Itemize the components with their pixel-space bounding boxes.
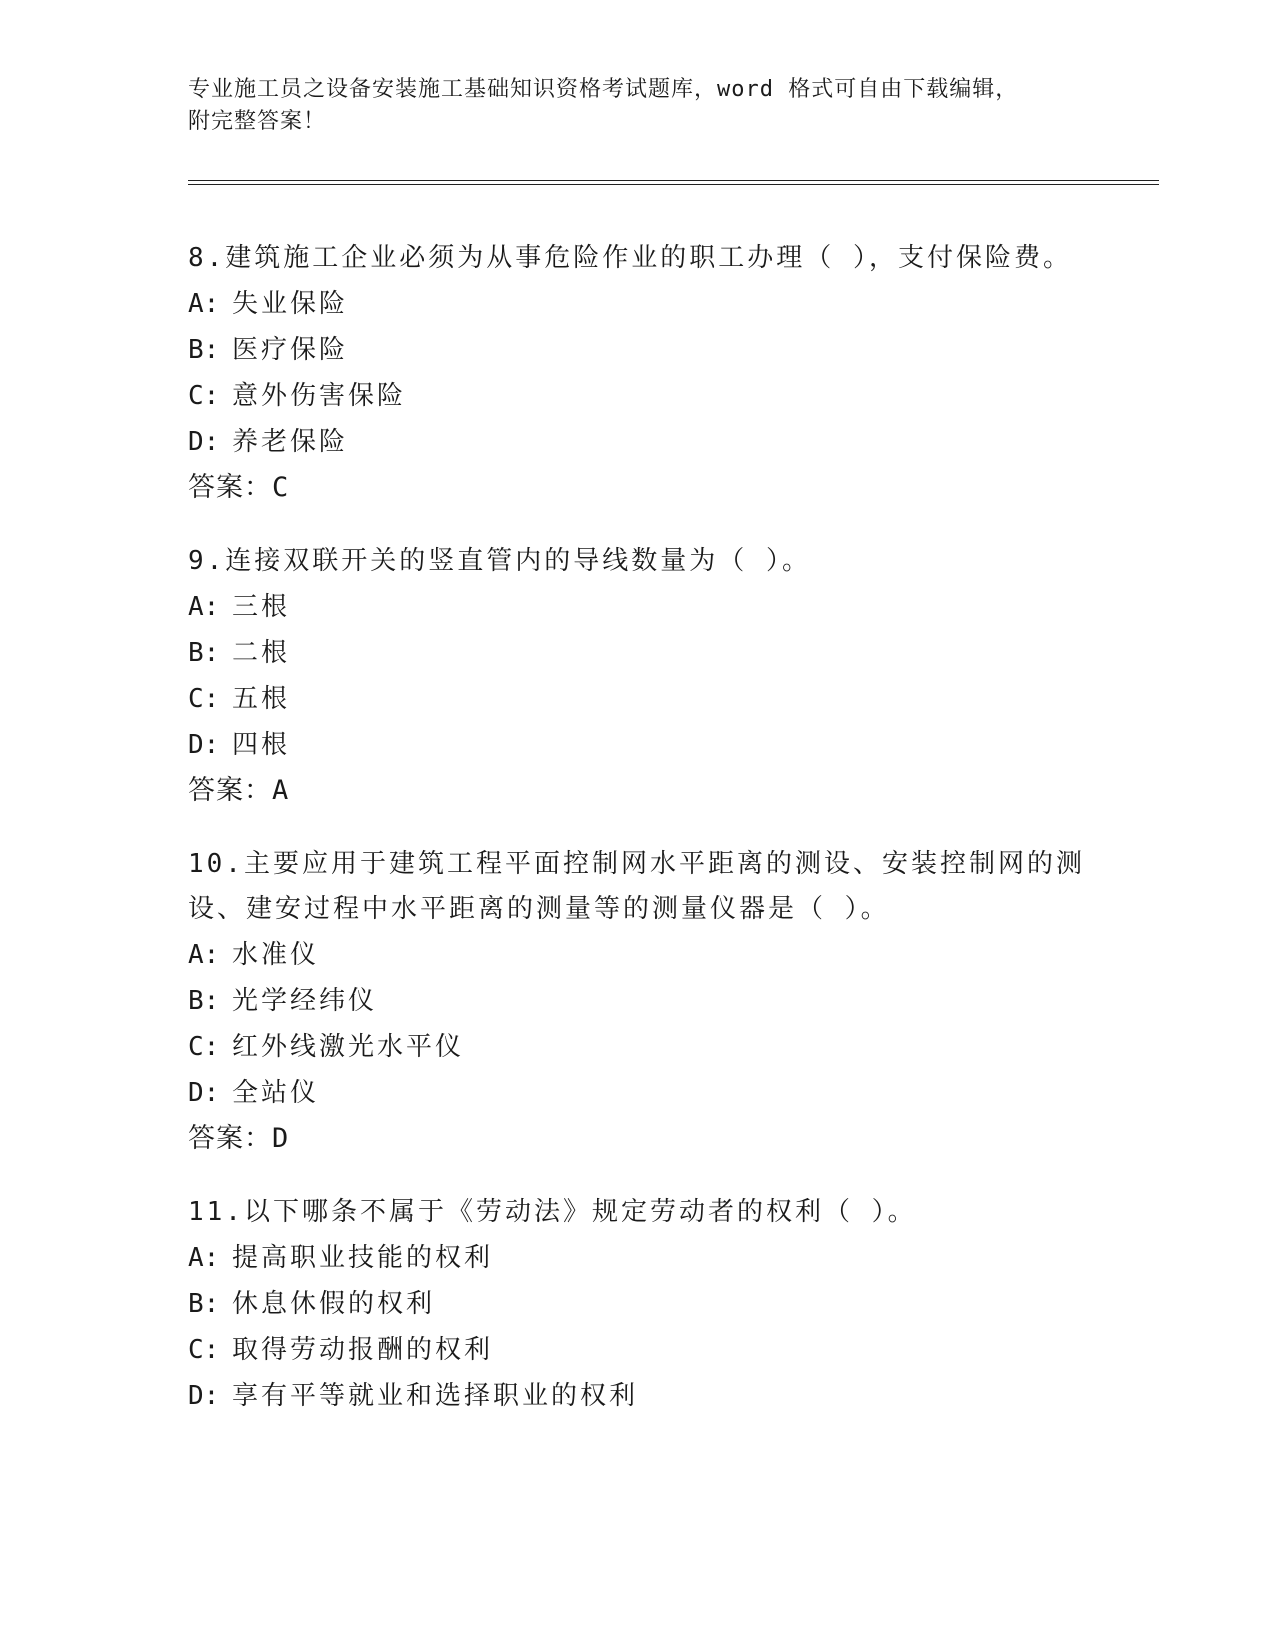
- option-key: B:: [188, 638, 220, 668]
- answer-line: [188, 465, 1088, 511]
- answer-label: 答案：: [188, 472, 272, 503]
- header-divider-top: [188, 180, 1159, 181]
- option-key: D:: [188, 1078, 220, 1108]
- option-c: [188, 1024, 1088, 1070]
- option-c: [188, 373, 1088, 419]
- option-b: [188, 630, 1088, 676]
- option-key: A:: [188, 1243, 220, 1273]
- header-line-2: 附完整答案！: [188, 109, 327, 134]
- option-text: 三根: [232, 592, 291, 622]
- stem-line: 9.连接双联开关的竖直管内的导线数量为（ ）。: [188, 546, 811, 576]
- question-9: [188, 539, 1088, 814]
- question-stem: [188, 539, 1088, 584]
- option-text: 五根: [232, 684, 291, 714]
- option-key: C:: [188, 684, 220, 714]
- question-10: [188, 842, 1088, 1162]
- stem-line: 设、建安过程中水平距离的测量等的测量仪器是（ ）。: [188, 894, 890, 924]
- option-text: 红外线激光水平仪: [232, 1032, 465, 1062]
- option-key: C:: [188, 1335, 220, 1365]
- header-line-1: 专业施工员之设备安装施工基础知识资格考试题库，word 格式可自由下载编辑，: [188, 77, 1019, 102]
- stem-line: 8.建筑施工企业必须为从事危险作业的职工办理（ ），支付保险费。: [188, 243, 1072, 273]
- option-d: [188, 419, 1088, 465]
- option-text: 享有平等就业和选择职业的权利: [232, 1381, 639, 1411]
- option-text: 提高职业技能的权利: [232, 1243, 494, 1273]
- option-text: 水准仪: [232, 940, 320, 970]
- option-text: 二根: [232, 638, 291, 668]
- option-c: [188, 676, 1088, 722]
- question-stem: [188, 1190, 1088, 1235]
- option-d: [188, 722, 1088, 768]
- option-key: A:: [188, 289, 220, 319]
- option-d: [188, 1373, 1088, 1419]
- option-d: [188, 1070, 1088, 1116]
- option-a: [188, 1235, 1088, 1281]
- answer-value: A: [272, 775, 289, 806]
- question-8: [188, 236, 1088, 511]
- option-a: [188, 932, 1088, 978]
- option-key: C:: [188, 1032, 220, 1062]
- option-text: 四根: [232, 730, 291, 760]
- document-header: [188, 74, 1088, 138]
- option-key: D:: [188, 1381, 220, 1411]
- question-stem: [188, 236, 1088, 281]
- option-key: C:: [188, 381, 220, 411]
- option-text: 养老保险: [232, 427, 349, 457]
- option-key: B:: [188, 986, 220, 1016]
- option-text: 医疗保险: [232, 335, 349, 365]
- option-c: [188, 1327, 1088, 1373]
- question-11: [188, 1190, 1088, 1419]
- option-a: [188, 281, 1088, 327]
- stem-line: 10.主要应用于建筑工程平面控制网水平距离的测设、安装控制网的测: [188, 849, 1085, 879]
- option-text: 取得劳动报酬的权利: [232, 1335, 494, 1365]
- option-text: 失业保险: [232, 289, 349, 319]
- option-key: D:: [188, 730, 220, 760]
- option-text: 意外伤害保险: [232, 381, 407, 411]
- option-key: A:: [188, 940, 220, 970]
- option-b: [188, 327, 1088, 373]
- answer-label: 答案：: [188, 1123, 272, 1154]
- option-b: [188, 1281, 1088, 1327]
- option-text: 全站仪: [232, 1078, 320, 1108]
- answer-line: [188, 1116, 1088, 1162]
- option-key: B:: [188, 1289, 220, 1319]
- answer-value: D: [272, 1123, 289, 1154]
- answer-line: [188, 768, 1088, 814]
- answer-value: C: [272, 472, 289, 503]
- question-list: [188, 236, 1088, 1447]
- answer-label: 答案：: [188, 775, 272, 806]
- option-a: [188, 584, 1088, 630]
- question-stem: [188, 842, 1088, 932]
- option-key: A:: [188, 592, 220, 622]
- option-key: B:: [188, 335, 220, 365]
- option-b: [188, 978, 1088, 1024]
- option-text: 休息休假的权利: [232, 1289, 436, 1319]
- stem-line: 11.以下哪条不属于《劳动法》规定劳动者的权利（ ）。: [188, 1197, 917, 1227]
- header-divider-bottom: [188, 184, 1159, 185]
- option-text: 光学经纬仪: [232, 986, 378, 1016]
- option-key: D:: [188, 427, 220, 457]
